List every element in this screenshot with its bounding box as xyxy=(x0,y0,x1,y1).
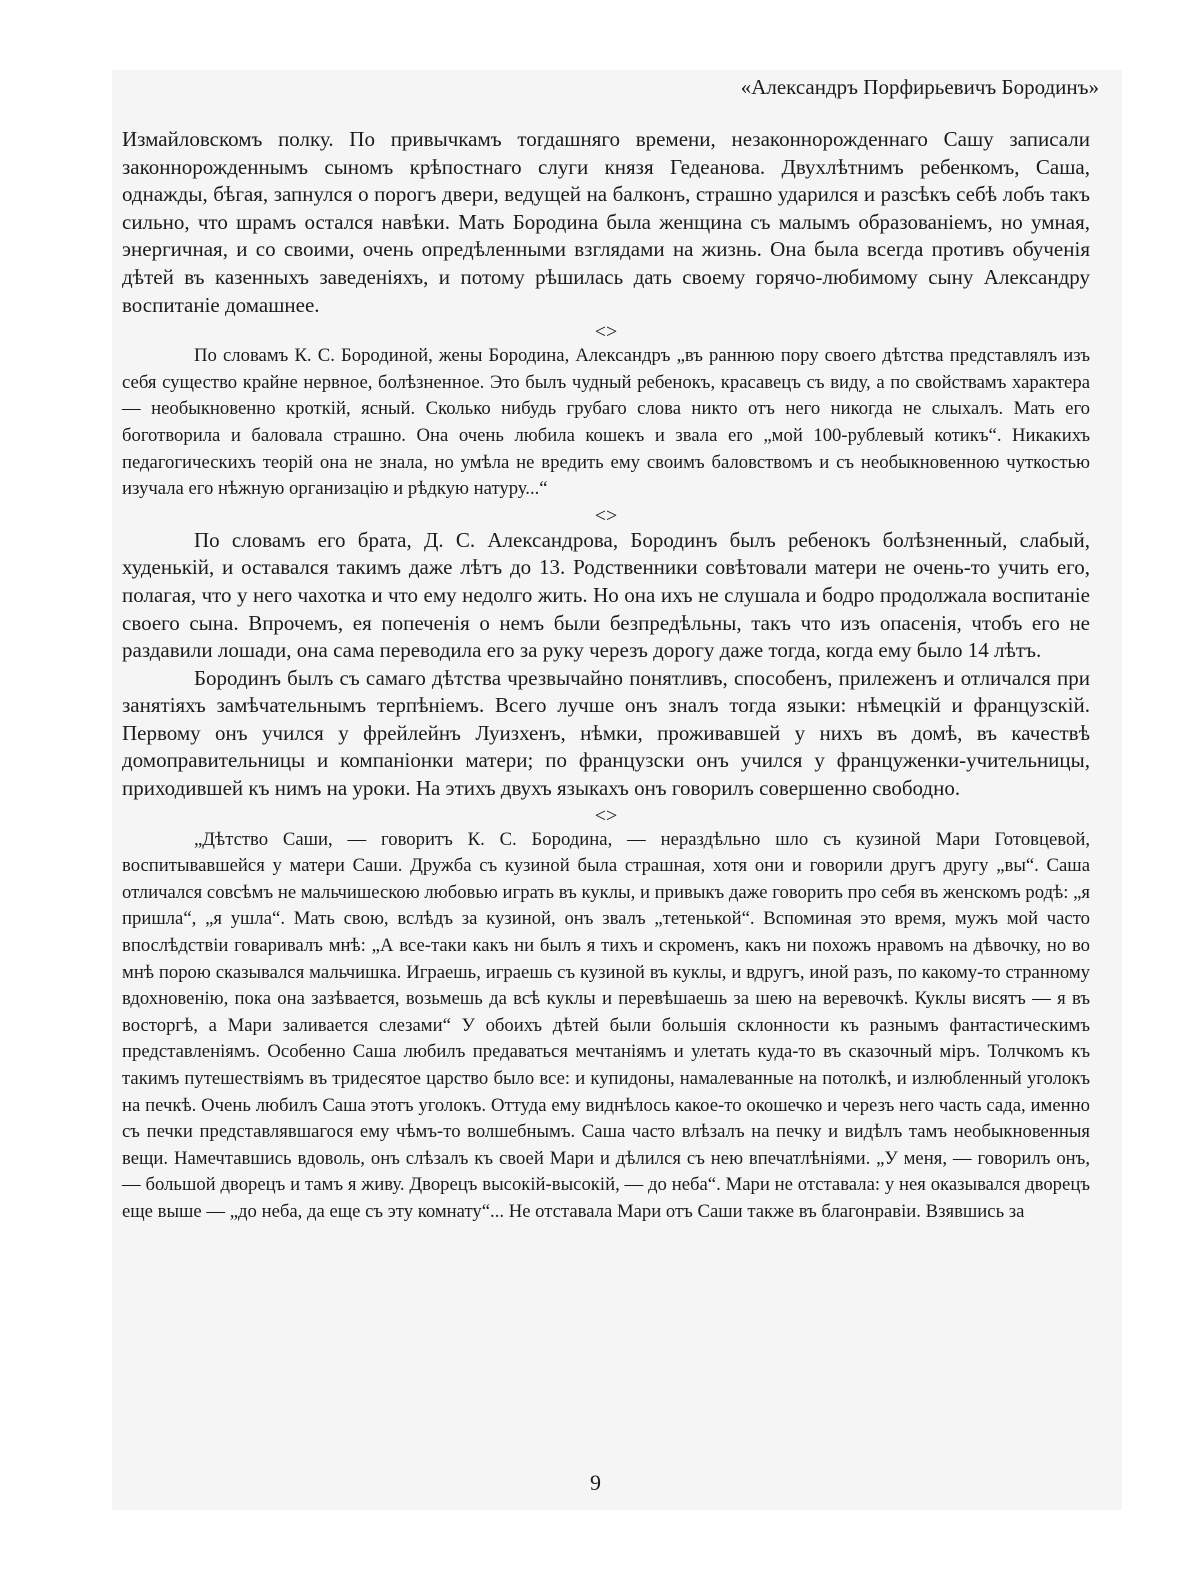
section-separator: <> xyxy=(594,504,618,527)
page-number: 9 xyxy=(590,1470,601,1495)
paragraph-5: „Дѣтство Саши, — говоритъ К. С. Бородина, — нераздѣльно шло съ кузиной Мари Готовцевой, воспитывавшейся у матери Саши. Дружба съ кузиной была страшная, хотя они и говорили другъ другу „вы“. Саша отличался совсѣмъ не мальчишескою любовью играть въ куклы, и привыкъ даже говорить про себя въ женскомъ родѣ: „я пришла“, „я ушла“. Мать свою, вслѣдъ за кузиной, онъ звалъ „тетенькой“. Вспоминая это время, мужъ мой часто впослѣдствіи говаривалъ мнѣ: „А все-таки какъ ни былъ я тихъ и скроменъ, какъ ни похожъ нравомъ на дѣвочку, но во мнѣ порою сказывался мальчишка. Играешь, играешь съ кузиной въ куклы, и вдругъ, иной разъ, по какому-то странному вдохновенію, пока она зазѣвается, возьмешь да всѣ куклы и перевѣшаешь за шею на веревочкѣ. Куклы висятъ — я въ восторгѣ, а Мари заливается слезами“ У обоихъ дѣтей были большія склонности къ разнымъ фантастическимъ представленіямъ. Особенно Саша любилъ предаваться мечтаніямъ и улетать куда-то въ сказочный міръ. Толчкомъ къ такимъ путешествіямъ въ тридесятое царство было все: и купидоны, намалеванные на потолкѣ, и излюбленный уголокъ на печкѣ. Очень любилъ Саша этотъ уголокъ. Оттуда ему виднѣлось какое-то окошечко и черезъ него часть сада, именно съ печки представлявшагося ему чѣмъ-то волшебнымъ. Саша часто влѣзалъ на печку и видѣлъ тамъ необыкновенныя вещи. Намечтавшись вдоволь, онъ слѣзалъ къ своей Мари и дѣлился съ нею впечатлѣніями. „У меня, — говорилъ онъ, — большой дворецъ и тамъ я живу. Дворецъ высокій-высокій, — до неба“. Мари не отставала: у нея оказывался дворецъ еще выше — „до неба, да еще съ эту комнату“... Не отставала Мари отъ Саши также въ благонравіи. Взявшись за xyxy=(122,828,1090,1222)
paragraph-4: Бородинъ былъ съ самаго дѣтства чрезвычайно понятливъ, способенъ, прилеженъ и отличался при занятіяхъ замѣчательнымъ терпѣніемъ. Всего лучше онъ зналъ тогда языки: нѣмецкій и французскій. Первому онъ учился у фрейлейнъ Луизхенъ, нѣмки, проживавшей у нихъ въ домѣ, въ качествѣ домоправительницы и компаніонки матери; по французски онъ учился у француженки-учительницы, приходившей къ нимъ на уроки. На этихъ двухъ языкахъ онъ говорилъ совершенно свободно. xyxy=(122,665,1090,801)
paragraph-1: Измайловскомъ полку. По привычкамъ тогдашняго времени, незаконнорожденнаго Сашу записали законнорожденнымъ сыномъ крѣпостнаго слуги князя Гедеанова. Двухлѣтнимъ ребенкомъ, Саша, однажды, бѣгая, запнулся о порогъ двери, ведущей на балконъ, страшно ударился и разсѣкъ себѣ лобъ такъ сильно, что шрамъ остался навѣки. Мать Бородина была женщина съ малымъ образованіемъ, но умная, энергичная, и со своими, очень опредѣленными взглядами на жизнь. Она была всегда противъ обученія дѣтей въ казенныхъ заведеніяхъ, и потому рѣшилась дать своему горячо-любимому сыну Александру воспитаніе домашнее. xyxy=(122,127,1090,317)
running-header: «Александръ Порфирьевичъ Бородинъ» xyxy=(740,75,1099,99)
section-separator: <> xyxy=(594,321,618,344)
paragraph-2: По словамъ К. С. Бородиной, жены Бородина, Александръ „въ раннюю пору своего дѣтства представлялъ изъ себя существо крайне нервное, болѣзненное. Это былъ чудный ребенокъ, красавецъ съ виду, а по свойствамъ характера — необыкновенно кроткій, ясный. Сколько нибудь грубаго слова никто отъ него никогда не слыхалъ. Мать его боготворила и баловала страшно. Она очень любила кошекъ и звала его „мой 100-рублевый котикъ“. Никакихъ педагогическихъ теорій она не знала, но умѣла не вредить ему своимъ баловствомъ и съ необыкновенною чуткостью изучала его нѣжную организацію и рѣдкую натуру...“ xyxy=(122,345,1090,500)
paragraph-3: По словамъ его брата, Д. С. Александрова, Бородинъ былъ ребенокъ болѣзненный, слабый, худенькій, и оставался такимъ даже лѣтъ до 13. Родственники совѣтовали матери не очень-то учить его, полагая, что у него чахотка и что ему недолго жить. Но она ихъ не слушала и бодро продолжала воспитаніе своего сына. Впрочемъ, ея попеченія о немъ были безпредѣльны, такъ что изъ опасенія, чтобъ его не раздавили лошади, она сама переводила его за руку черезъ дорогу даже тогда, когда ему было 14 лѣтъ. xyxy=(122,527,1090,663)
section-separator: <> xyxy=(594,804,618,827)
body-text xyxy=(122,126,1090,1226)
